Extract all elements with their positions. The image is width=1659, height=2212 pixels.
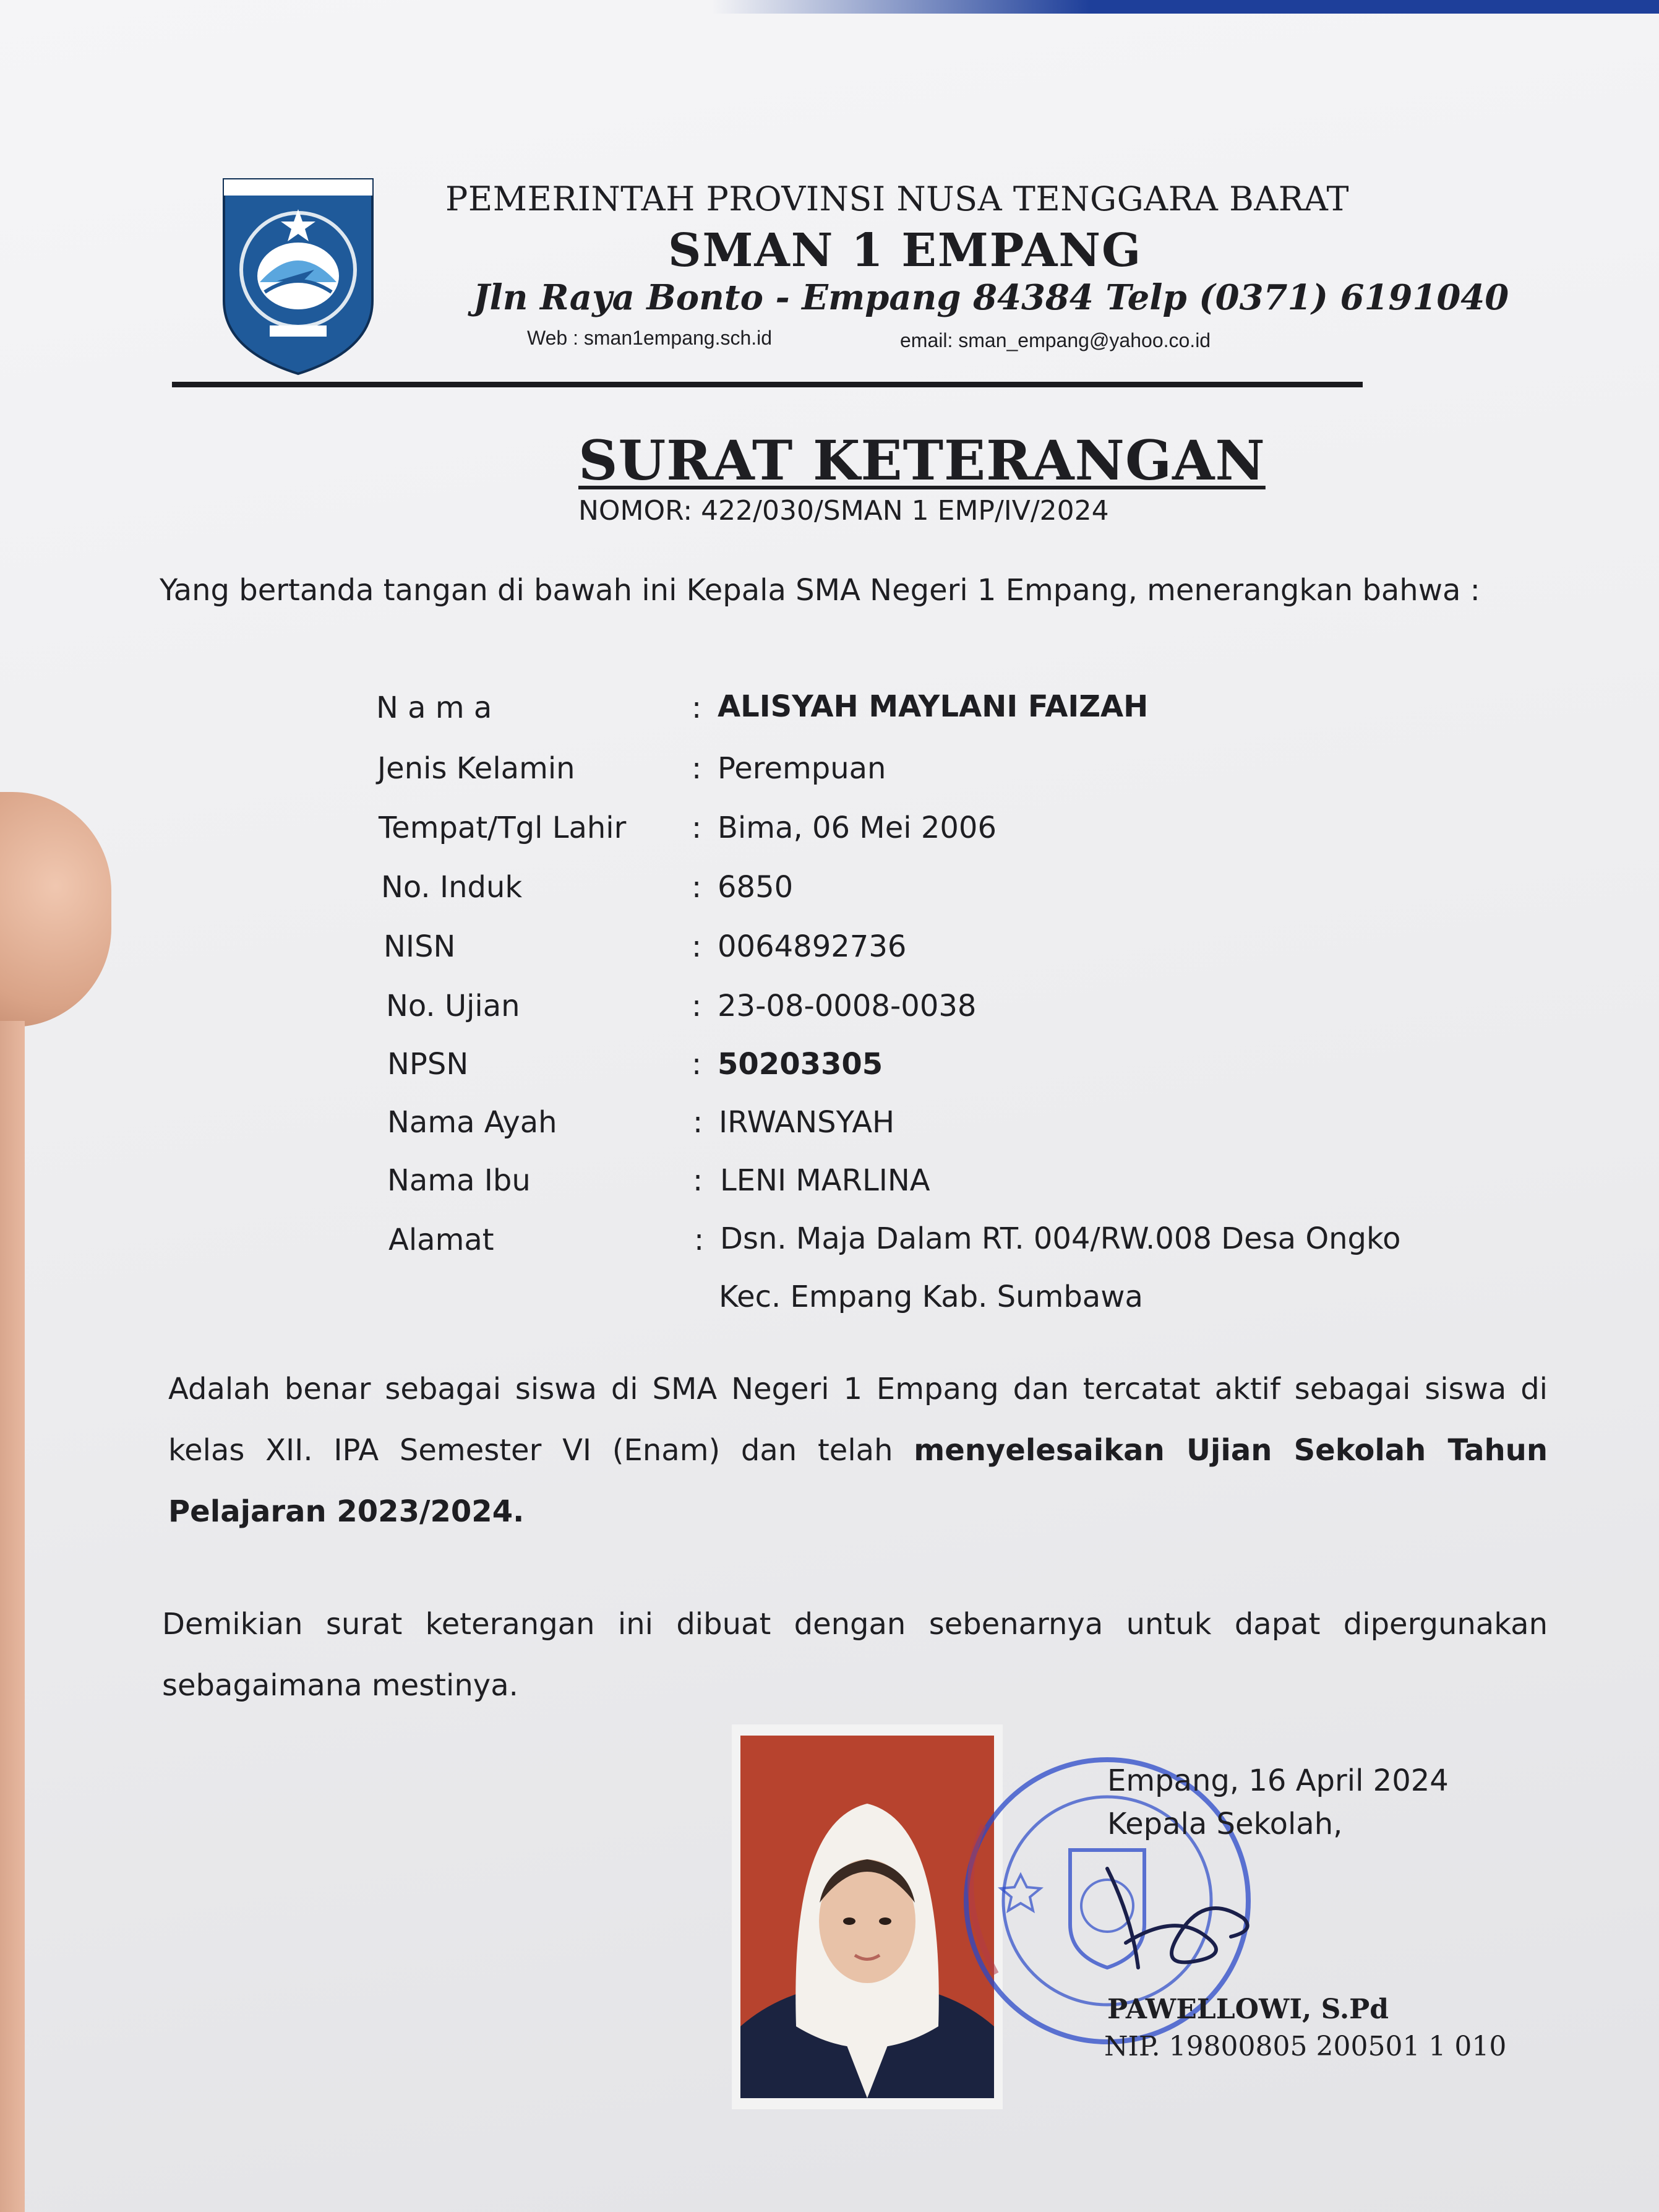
field-colon: :	[692, 1047, 702, 1082]
field-value-nisn: 0064892736	[718, 929, 907, 964]
kop-email: email: sman_empang@yahoo.co.id	[900, 329, 1211, 351]
field-label-jenis-kelamin: Jenis Kelamin	[377, 751, 575, 786]
field-value-alamat-line2: Kec. Empang Kab. Sumbawa	[719, 1280, 1143, 1314]
kop-school-name: SMAN 1 EMPANG	[668, 224, 1142, 277]
field-label-no-induk: No. Induk	[381, 870, 523, 905]
field-colon: :	[692, 691, 702, 725]
holding-finger	[0, 792, 111, 1027]
field-value-tempat-tgl-lahir: Bima, 06 Mei 2006	[718, 811, 997, 845]
field-value-nama-ayah: IRWANSYAH	[719, 1105, 895, 1140]
field-value-jenis-kelamin: Perempuan	[718, 751, 886, 786]
closing-paragraph: Demikian surat keterangan ini dibuat dengan sebenarnya untuk dapat dipergunakan sebagaimana mestinya.	[162, 1607, 1548, 1703]
field-colon: :	[693, 1163, 703, 1198]
field-label-nama-ibu: Nama Ibu	[387, 1163, 531, 1198]
field-value-no-ujian: 23-08-0008-0038	[718, 989, 977, 1023]
field-label-nama-ayah: Nama Ayah	[387, 1105, 557, 1140]
field-value-nama: ALISYAH MAYLANI FAIZAH	[718, 689, 1149, 724]
kop-government: PEMERINTAH PROVINSI NUSA TENGGARA BARAT	[445, 179, 1349, 218]
field-colon: :	[692, 929, 702, 964]
intro-text: Yang bertanda tangan di bawah ini Kepala SMA Negeri 1 Empang, menerangkan bahwa :	[160, 573, 1480, 608]
letter-title: SURAT KETERANGAN	[578, 428, 1266, 493]
statement-text: Adalah benar sebagai siswa di SMA Negeri 1 Empang dan tercatat aktif sebagai siswa di kelas XII. IPA Semester VI (Enam) dan telah	[168, 1372, 1548, 1468]
field-label-tempat-tgl-lahir: Tempat/Tgl Lahir	[379, 811, 627, 845]
field-colon: :	[692, 870, 702, 905]
signature-position: Kepala Sekolah,	[1107, 1807, 1343, 1841]
handwritten-signature	[1082, 1844, 1268, 1992]
provincial-logo	[221, 177, 375, 376]
kop-website: Web : sman1empang.sch.id	[527, 327, 773, 349]
field-label-nama: N a m a	[376, 691, 492, 725]
signatory-name: PAWELLOWI, S.Pd	[1107, 1994, 1389, 2025]
statement-emphasis: menyelesaikan Ujian Sekolah Tahun Pelajaran 2023/2024.	[168, 1433, 1548, 1529]
field-colon: :	[692, 989, 702, 1023]
field-value-npsn: 50203305	[718, 1047, 883, 1082]
kop-divider	[172, 382, 1363, 387]
blue-background-edge	[711, 0, 1659, 14]
field-colon: :	[692, 811, 702, 845]
letter-number: NOMOR: 422/030/SMAN 1 EMP/IV/2024	[578, 495, 1109, 527]
statement-paragraph	[168, 1359, 1548, 1543]
signature-place-date: Empang, 16 April 2024	[1107, 1763, 1449, 1798]
field-label-no-ujian: No. Ujian	[386, 989, 520, 1023]
field-label-alamat: Alamat	[388, 1223, 494, 1257]
field-value-no-induk: 6850	[718, 870, 794, 905]
field-value-alamat: Dsn. Maja Dalam RT. 004/RW.008 Desa Ongko	[720, 1221, 1401, 1256]
field-colon: :	[692, 751, 702, 786]
field-colon: :	[694, 1223, 705, 1257]
field-colon: :	[693, 1105, 703, 1140]
holding-hand	[0, 1021, 25, 2212]
kop-address: Jln Raya Bonto - Empang 84384 Telp (0371) 6191040	[473, 277, 1509, 318]
field-value-nama-ibu: LENI MARLINA	[720, 1163, 930, 1198]
signatory-nip: NIP. 19800805 200501 1 010	[1104, 2031, 1507, 2062]
field-label-nisn: NISN	[384, 929, 456, 964]
field-label-npsn: NPSN	[387, 1047, 469, 1082]
